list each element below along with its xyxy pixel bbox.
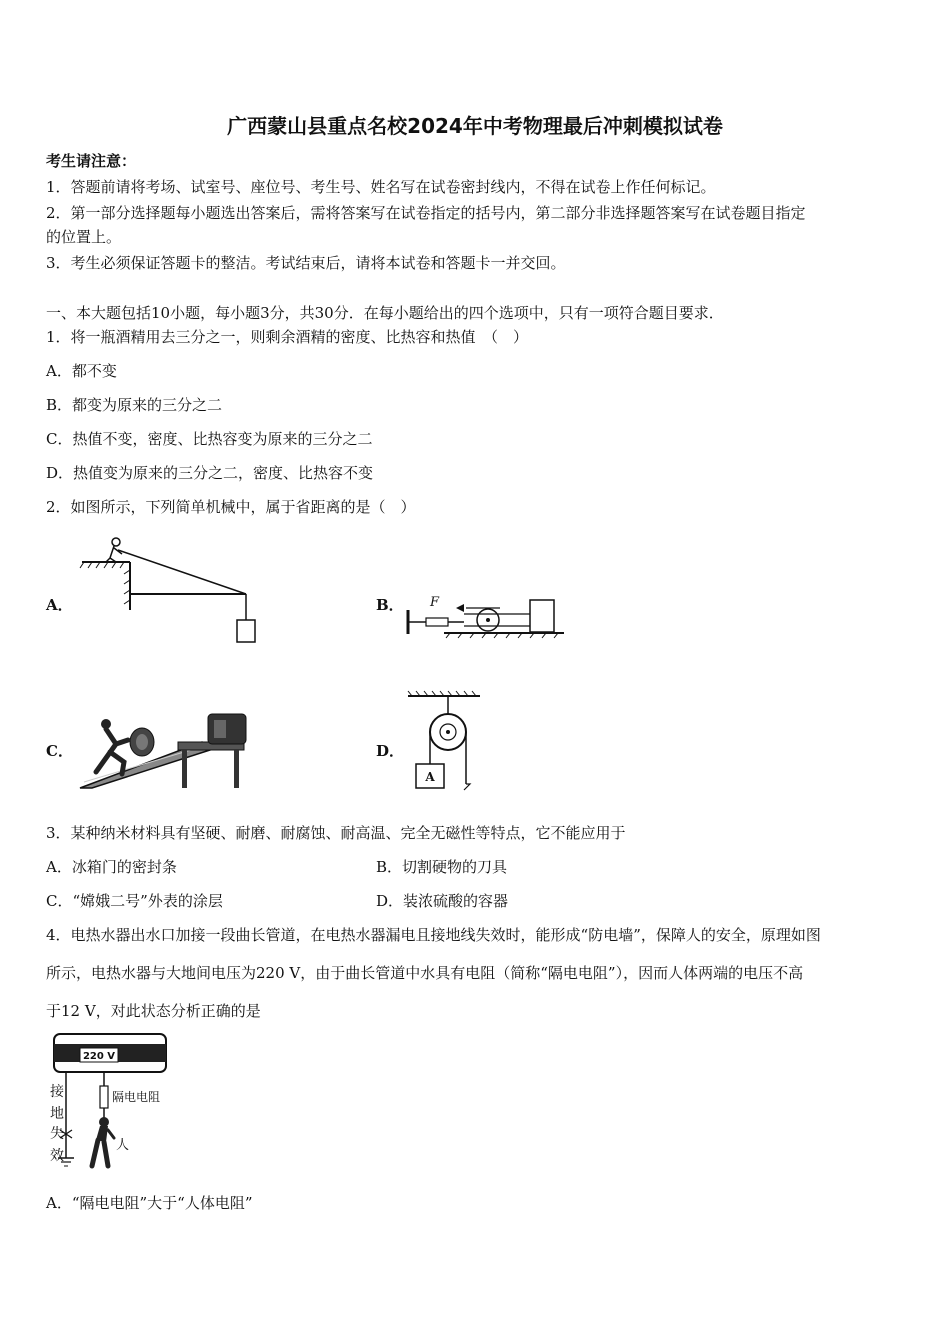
- q2-stem: 2．如图所示，下列简单机械中，属于省距离的是（ ）: [46, 498, 416, 516]
- q2-figure-b-force-label: F: [430, 595, 440, 610]
- q2-figure-a-lever: [78, 532, 268, 647]
- q3-option-c: C．“嫦娥二号”外表的涂层: [46, 892, 223, 910]
- q1-option-a: A．都不变: [46, 362, 117, 380]
- q2-label-a: A．: [46, 596, 73, 614]
- q4-ground-char-2: 地: [50, 1106, 64, 1122]
- q1-stem: 1．将一瓶酒精用去三分之一，则剩余酒精的密度、比热容和热值 （ ）: [46, 328, 529, 346]
- q3-option-d: D．装浓硫酸的容器: [376, 892, 509, 910]
- q2-figure-d-pulley-block: [404, 690, 484, 795]
- q4-ground-char-3: 失: [50, 1126, 64, 1142]
- q4-line-1: 4．电热水器出水口加接一段曲长管道，在电热水器漏电且接地线失效时，能形成“防电墙”，保障人的安全，原理如图: [46, 926, 821, 944]
- q2-figure-d-block-label: A: [425, 770, 435, 784]
- q4-line-3: 于12 V，对此状态分析正确的是: [46, 1002, 261, 1020]
- notice-item-2-cont: 的位置上。: [46, 228, 122, 246]
- q4-figure-voltage-label: 220 V: [82, 1051, 116, 1062]
- page-title: 广西蒙山县重点名校2024年中考物理最后冲刺模拟试卷: [227, 114, 723, 138]
- q4-ground-char-4: 效: [50, 1148, 64, 1164]
- notice-item-2: 2．第一部分选择题每小题选出答案后，需将答案写在试卷指定的括号内，第二部分非选择题答案写在试卷题目指定: [46, 204, 806, 222]
- q1-option-d: D．热值变为原来的三分之二，密度、比热容不变: [46, 464, 374, 482]
- q1-option-c: C．热值不变，密度、比热容变为原来的三分之二: [46, 430, 373, 448]
- q1-option-b: B．都变为原来的三分之二: [46, 396, 223, 414]
- q4-line-2: 所示，电热水器与大地间电压为220 V，由于曲长管道中水具有电阻（简称“隔电电阻”），因而人体两端的电压不高: [46, 964, 804, 982]
- q2-figure-b-pulley: [404, 592, 569, 642]
- notice-item-3: 3．考生必须保证答题卡的整洁。考试结束后，请将本试卷和答题卡一并交回。: [46, 254, 566, 272]
- q2-label-b: B．: [376, 596, 404, 614]
- section-heading: 一、本大题包括10小题，每小题3分，共30分．在每小题给出的四个选项中，只有一项符合题目要求．: [46, 304, 724, 322]
- q3-stem: 3．某种纳米材料具有坚硬、耐磨、耐腐蚀、耐高温、完全无磁性等特点，它不能应用于: [46, 824, 626, 842]
- notice-item-1: 1．答题前请将考场、试室号、座位号、考生号、姓名写在试卷密封线内，不得在试卷上作任何标记。: [46, 178, 716, 196]
- q2-label-c: C．: [46, 742, 73, 760]
- q2-label-d: D．: [376, 742, 405, 760]
- notice-heading: 考生请注意：: [46, 152, 137, 170]
- q2-figure-c-ramp: [72, 710, 252, 792]
- q4-ground-char-1: 接: [50, 1084, 64, 1100]
- q4-resistor-label: 隔电电阻: [112, 1090, 161, 1104]
- q4-option-a: A．“隔电电阻”大于“人体电阻”: [46, 1194, 253, 1212]
- q4-person-label: 人: [116, 1138, 130, 1153]
- q3-option-a: A．冰箱门的密封条: [46, 858, 177, 876]
- q3-option-b: B．切割硬物的刀具: [376, 858, 508, 876]
